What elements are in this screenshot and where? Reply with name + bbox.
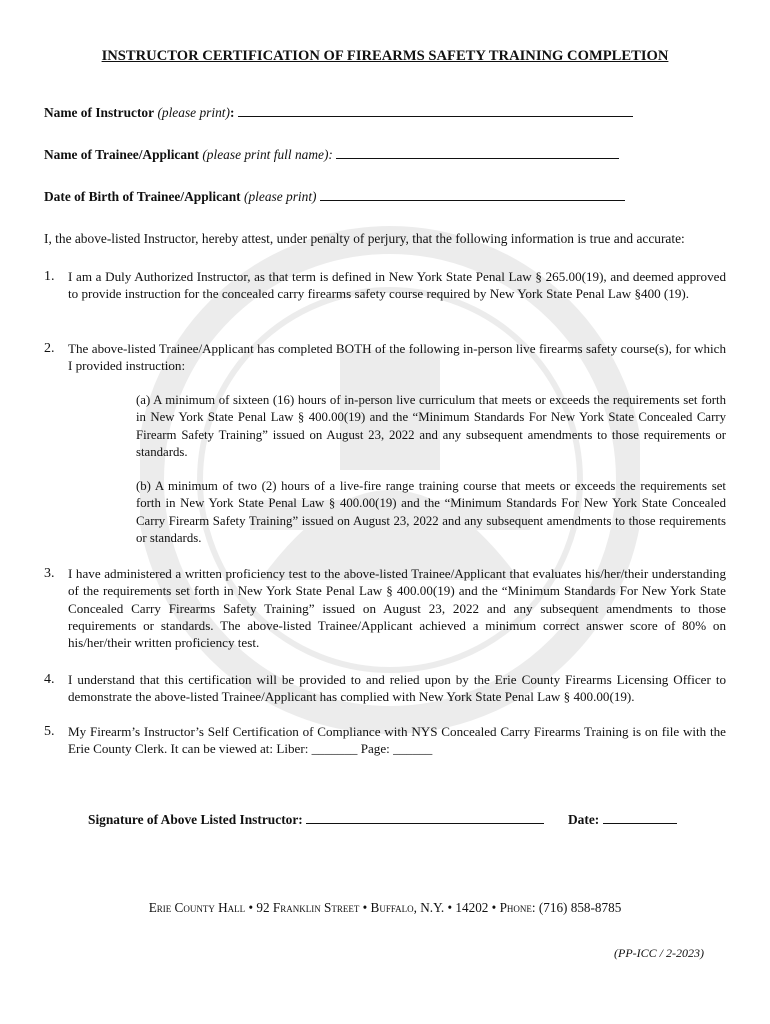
footer-address [0,900,770,916]
date-blank[interactable] [603,811,677,824]
dob-hint: (please print) [244,189,317,204]
trainee-name-label: Name of Trainee/Applicant [44,147,199,162]
attestation-statement: I, the above-listed Instructor, hereby attest, under penalty of perjury, that the following information is true and accurate: [44,231,685,246]
footer-street: • 92 Franklin Street • Buffalo, N.Y. • 14202 • Phone: (716) 858-8785 [248,900,622,915]
trainee-name-field[interactable] [44,146,619,163]
dob-field[interactable] [44,188,625,205]
instructor-name-hint: (please print) [157,105,230,120]
list-item-1: 1. I am a Duly Authorized Instructor, as that term is defined in New York State Penal Law § 265.00(19), and deemed approved to provide instruction for the concealed carry firearms safety course required by New York State Penal Law §400 (19). [44,269,726,302]
signature-field[interactable] [88,811,544,828]
list-item-3: 3. I have administered a written proficiency test to the above-listed Trainee/Applicant that evaluates his/her/their understanding of the requirements set forth in New York State Penal Law § 400.00(19) and the “Minimum Standards For New York State Concealed Carry Firearms Safety Training” issued on August 23, 2022 and any subsequent amendments to those requirements or standards. The above-listed Trainee/Applicant achieved a minimum correct answer score of 80% on his/her/their written proficiency test. [44,566,726,651]
subitem-b: (b) A minimum of two (2) hours of a live-fire range training course that meets or exceeds the requirements set forth in New York State Penal Law § 400.00(19) and the “Minimum Standards For New York State Concealed Carry Firearm Safety Training” issued on August 23, 2022 and any subsequent amendments to those requirements or standards. [136,479,726,545]
dob-label: Date of Birth of Trainee/Applicant [44,189,241,204]
footer-hall: Erie County Hall [148,900,246,915]
list-item-2: 2. The above-listed Trainee/Applicant has completed BOTH of the following in-person live firearms safety course(s), for which I provided instruction: [44,341,726,374]
document-title: INSTRUCTOR CERTIFICATION OF FIREARMS SAFETY TRAINING COMPLETION [101,48,669,64]
form-code: (PP-ICC / 2-2023) [614,946,704,960]
signature-label: Signature of Above Listed Instructor: [88,812,303,827]
instructor-name-blank[interactable] [238,104,633,117]
list-item-5: 5. My Firearm’s Instructor’s Self Certification of Compliance with NYS Concealed Carry Firearms Training is on file with the Erie County Clerk. It can be viewed at: Liber: _______ Page: ______ [44,724,726,757]
trainee-name-blank[interactable] [336,146,619,159]
list-item-4: 4. I understand that this certification will be provided to and relied upon by the Erie County Firearms Licensing Officer to demonstrate the above-listed Trainee/Applicant has complied with New York State Penal Law § 400.00(19). [44,672,726,705]
date-label: Date: [568,812,600,827]
signature-blank[interactable] [306,811,544,824]
instructor-name-label: Name of Instructor [44,105,155,120]
dob-blank[interactable] [320,188,625,201]
subitem-a: (a) A minimum of sixteen (16) hours of in-person live curriculum that meets or exceeds the requirements set forth in New York State Penal Law § 400.00(19) and the “Minimum Standards For New York State Concealed Carry Firearm Safety Training” issued on August 23, 2022 and any subsequent amendments to those requirements or standards. [136,393,726,459]
date-field[interactable] [568,811,677,828]
trainee-name-hint: (please print full name): [202,147,333,162]
instructor-name-field[interactable]: Name of Instructor (please print): [44,104,633,121]
